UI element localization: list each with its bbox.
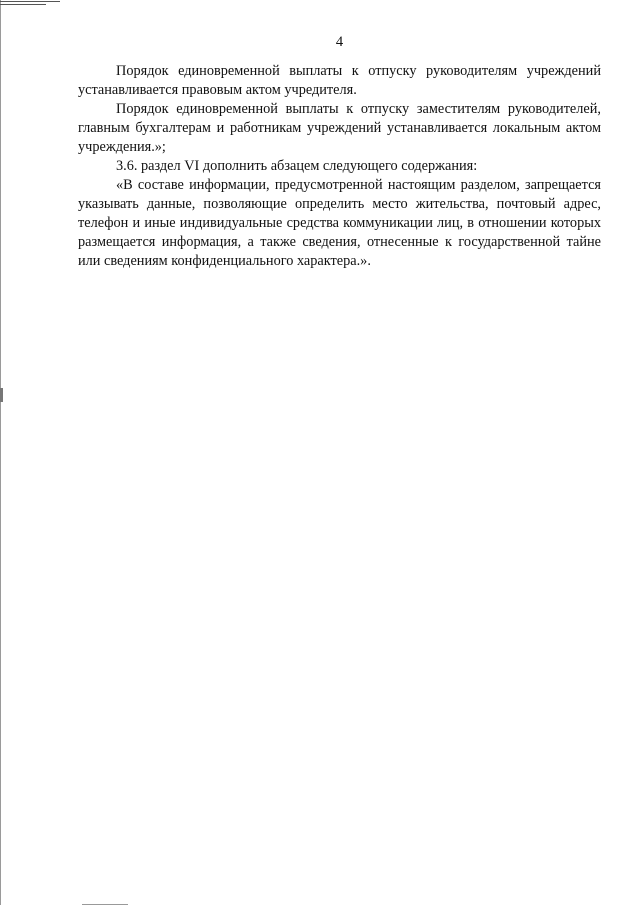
- document-page: [78, 32, 601, 271]
- page-number: 4: [335, 34, 344, 50]
- scan-top-mark: [0, 1, 60, 2]
- scan-top-mark-secondary: [0, 4, 46, 5]
- paragraph-deputy-payment: Порядок единовременной выплаты к отпуску заместителям руководителей, главным бухгалтерам и работникам учреждений устанавливается локальным актом учреждения.»;: [78, 101, 601, 155]
- paragraph-confidentiality-clause: «В составе информации, предусмотренной настоящим разделом, запрещается указывать данные, позволяющие определить место жительства, почтовый адрес, телефон и иные индивидуальные средства коммуникации лиц, в отношении которых размещается информация, а также сведения, отнесенные к государственной тайне или сведениям конфиденциального характера.».: [78, 177, 601, 269]
- paragraph-head-payment: Порядок единовременной выплаты к отпуску руководителям учреждений устанавливается правовым актом учредителя.: [78, 63, 601, 98]
- paragraph-section-amendment: 3.6. раздел VI дополнить абзацем следующего содержания:: [116, 158, 478, 174]
- scan-left-edge: [0, 0, 1, 905]
- scan-left-tick: [0, 388, 3, 402]
